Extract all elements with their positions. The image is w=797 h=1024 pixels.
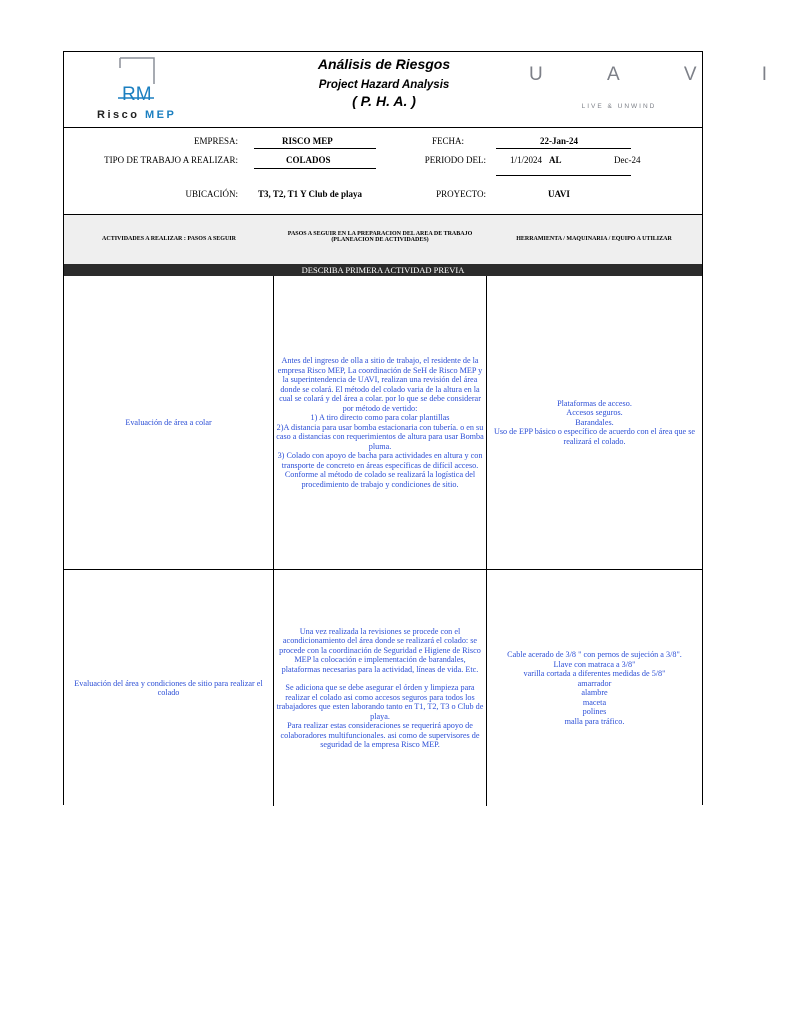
form-header <box>64 52 797 128</box>
row1-tool: Accesos seguros. <box>566 408 623 418</box>
row1-step-4: Conforme al método de colado se realizará la logística del procedimiento de trabajo y condiciones de sitio. <box>284 470 476 489</box>
periodo-from: 1/1/2024 <box>510 155 543 165</box>
periodo-label: PERIODO DEL: <box>424 155 486 165</box>
row2-activity-text: Evaluación del área y condiciones de sitio para realizar el colado <box>74 678 263 697</box>
risco-mep-logo <box>94 58 184 123</box>
logo-brand-risco: Risco <box>97 109 146 121</box>
col-header-activities: ACTIVIDADES A REALIZAR : PASOS A SEGUIR <box>102 236 236 242</box>
row1-step-paragraph: Antes del ingreso de olla a sitio de trabajo, el residente de la empresa Risco MEP, La coordinación de SeH de Risco MEP y la superintendencia de UAVI, realizan una revisión del área donde se colará. El método del colado varia de la altura en la cual se colará y del área a colar. por lo que se debe considerar por método de vertido: <box>277 356 483 413</box>
col-header-tools: HERRAMIENTA / MAQUINARIA / EQUIPO A UTILIZAR <box>516 236 672 242</box>
tipo-underline <box>254 168 376 169</box>
row1-step-1: 1) A tiro directo como para colar plantillas <box>310 413 450 422</box>
divider-col1 <box>273 276 274 806</box>
periodo-underline <box>496 175 631 176</box>
row2-step-paragraph: Para realizar estas consideraciones se requerirá apoyo de colaboradores multifuncionales. asi como de supervisores de seguridad de la empresa Risco MEP. <box>280 721 480 749</box>
row2-step-paragraph: Una vez realizada la revisiones se procede con el acondicionamiento del área donde se realizará el colado: se procede con la coordinación de Seguridad e Higiene de Risco MEP la colocación e implementación de barandales, plataformas necesarias para la actividad, líneas de vida. Etc. <box>279 626 481 674</box>
row1-tool: Uso de EPP básico o específico de acuerdo con el área que se realizará el colado. <box>493 427 696 446</box>
form-subtitle: Project Hazard Analysis <box>318 79 450 91</box>
row2-tool: Llave con matraca a 3/8" <box>553 659 636 669</box>
row1-steps <box>275 276 485 569</box>
row2-tool: varilla cortada a diferentes medidas de 5/8" <box>523 669 666 678</box>
row2-tool: maceta <box>582 697 607 707</box>
uavi-tagline: LIVE & UNWIND <box>581 103 657 110</box>
row2-step-spacer <box>275 674 485 683</box>
periodo-to: Dec-24 <box>614 155 641 165</box>
row2-steps <box>275 570 485 806</box>
fecha-underline <box>496 148 631 149</box>
empresa-value: RISCO MEP <box>282 136 333 146</box>
proyecto-value: UAVI <box>548 189 570 199</box>
fecha-value: 22-Jan-24 <box>540 136 578 146</box>
row2-tool: Cable acerado de 3/8 " con pernos de sujeción a 3/8". <box>507 650 682 659</box>
uavi-logo: U A V I <box>529 64 797 85</box>
row2-activity <box>66 570 271 806</box>
row2-tool: alambre <box>581 688 608 697</box>
logo-rm-text: RM <box>122 84 152 105</box>
title-block <box>264 54 504 109</box>
row2-steps-text <box>275 627 485 750</box>
fecha-label: FECHA: <box>431 136 464 146</box>
row2-tool: polines <box>582 707 607 716</box>
row1-steps-text <box>275 356 485 489</box>
column-headers <box>64 215 702 264</box>
row1-step-2: 2)A distancia para usar bomba estacionaria con tubería. o en su caso a distancias con requerimientos de altura para usar Bomba pluma. <box>276 422 484 451</box>
form-acronym: ( P. H. A. ) <box>352 93 416 109</box>
section-bar: DESCRIBA PRIMERA ACTIVIDAD PREVIA <box>64 264 702 276</box>
row2-tool: amarrador <box>577 678 612 688</box>
row1-tools-text <box>488 399 701 447</box>
row1-activity <box>66 276 271 569</box>
row1-tool: Plataformas de acceso. <box>557 398 632 408</box>
row2-tools <box>488 570 701 806</box>
pha-form <box>63 51 797 805</box>
empresa-underline <box>254 148 376 149</box>
empresa-label: EMPRESA: <box>193 136 238 146</box>
tipo-label: TIPO DE TRABAJO A REALIZAR: <box>104 155 238 165</box>
row2-step-paragraph: Se adiciona que se debe asegurar el órden y limpieza para realizar el colado asi como accesos seguros para todos los trabajadores que esten laborando tanto en T1, T2, T3 o Club de playa. <box>276 683 484 721</box>
tipo-value: COLADOS <box>286 155 331 165</box>
periodo-al: AL <box>549 155 562 165</box>
col-header-steps: PASOS A SEGUIR EN LA PREPARACION DEL AREA DE TRABAJO (PLANEACION DE ACTIVIDADES) <box>287 231 473 243</box>
ubicacion-label: UBICACIÓN: <box>185 189 238 199</box>
row2-tools-text <box>488 650 701 726</box>
row1-tool: Barandales. <box>575 417 614 427</box>
row2-tool: malla para tráfico. <box>564 716 625 726</box>
divider-col2 <box>486 276 487 806</box>
row1-step-3: 3) Colado con apoyo de bacha para actividades en altura y con transporte de concreto en áreas específicas de difícil acceso. <box>277 451 483 470</box>
proyecto-label: PROYECTO: <box>436 189 486 199</box>
form-title: Análisis de Riesgos <box>317 56 451 72</box>
row1-activity-text: Evaluación de área a colar <box>125 417 212 427</box>
logo-brand-mep: MEP <box>145 109 177 121</box>
info-section <box>64 128 702 215</box>
logo-brand-text <box>97 109 176 121</box>
ubicacion-value: T3, T2, T1 Y Club de playa <box>258 189 363 199</box>
row1-tools <box>488 276 701 569</box>
